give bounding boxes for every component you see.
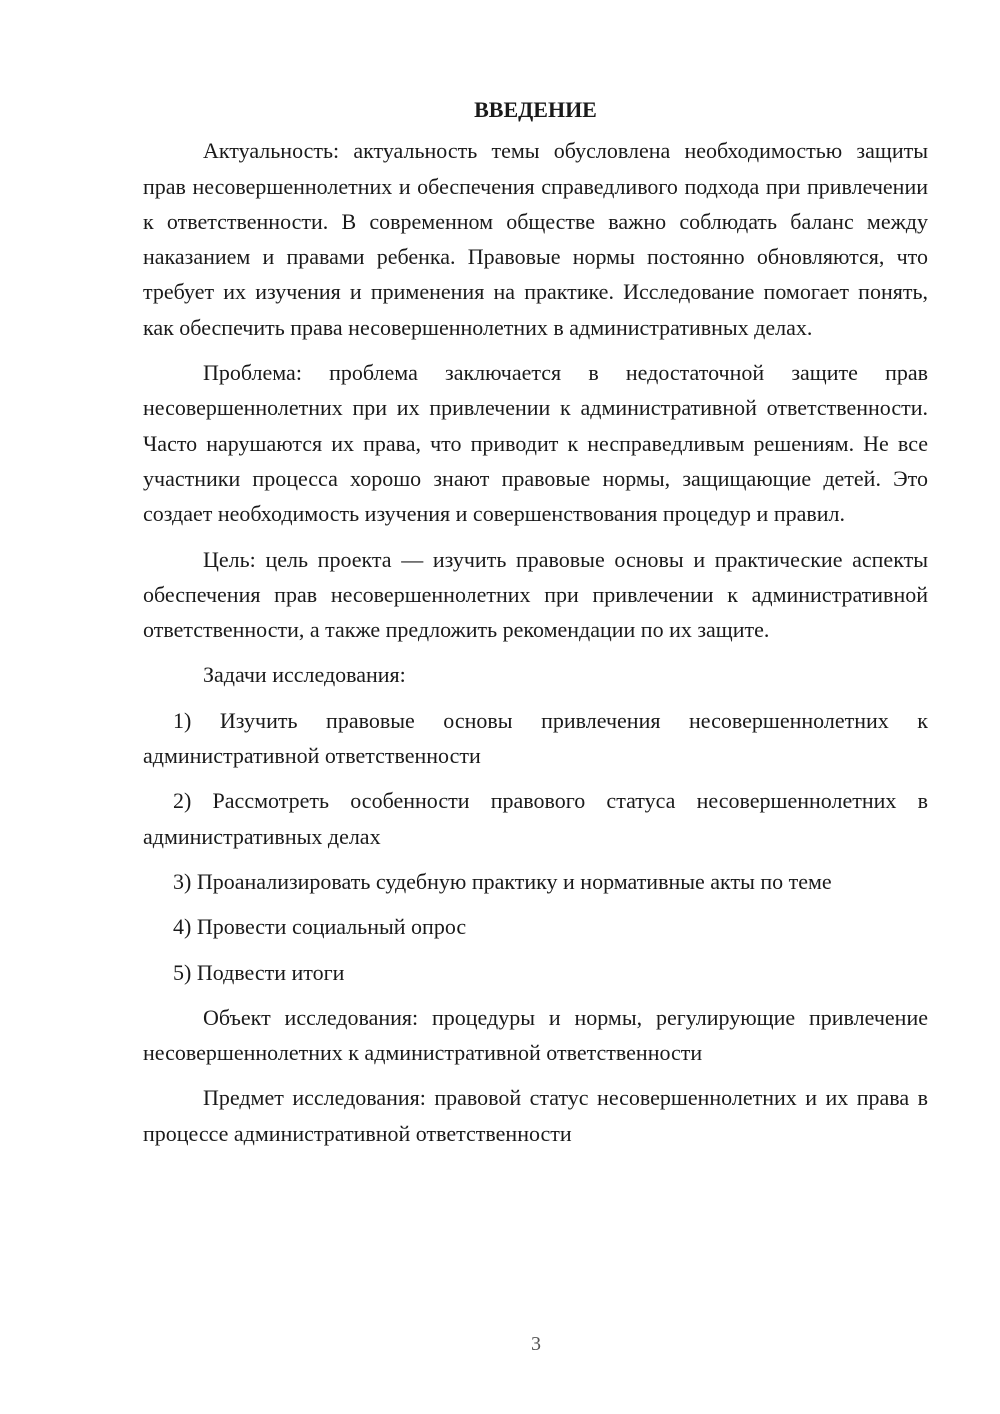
tasks-heading: Задачи исследования: [203,662,406,688]
task-item-3: 3) Проанализировать судебную практику и нормативные акты по теме [173,868,832,894]
document-page [143,92,928,1161]
task-item-5: 5) Подвести итоги [173,959,345,985]
paragraph-relevance: Актуальность: актуальность темы обусловлена необходимостью защиты прав несовершеннолетних и обеспечения справедливого подхода при привлечении к ответственности. В современном обществе важно соблюдать баланс между наказанием и правами ребенка. Правовые нормы постоянно обновляются, что требует их изучения и применения на практике. Исследование помогает понять, как обеспечить права несовершеннолетних в административных делах. [143,138,928,340]
paragraph-object: Объект исследования: процедуры и нормы, регулирующие привлечение несовершеннолетних к административной ответственности [143,1004,928,1066]
page-number: 3 [531,1333,541,1355]
paragraph-subject: Предмет исследования: правовой статус несовершеннолетних и их права в процессе административной ответственности [143,1085,928,1146]
tasks-list [143,703,928,990]
task-item-1: 1) Изучить правовые основы привлечения несовершеннолетних к административной ответственности [143,707,928,769]
task-item-4: 4) Провести социальный опрос [173,914,467,940]
task-item-2: 2) Рассмотреть особенности правового статуса несовершеннолетних в административных делах [143,788,928,849]
paragraph-problem: Проблема: проблема заключается в недостаточной защите прав несовершеннолетних при их привлечении к административной ответственности. Часто нарушаются их права, что приводит к несправедливым решениям. Не все участники процесса хорошо знают правовые нормы, защищающие детей. Это создает необходимость изучения и совершенствования процедур и правил. [143,360,928,527]
page-title: ВВЕДЕНИЕ [474,97,597,122]
paragraph-goal: Цель: цель проекта — изучить правовые основы и практические аспекты обеспечения прав несовершеннолетних при привлечении к административной ответственности, а также предложить рекомендации по их защите. [143,546,928,643]
